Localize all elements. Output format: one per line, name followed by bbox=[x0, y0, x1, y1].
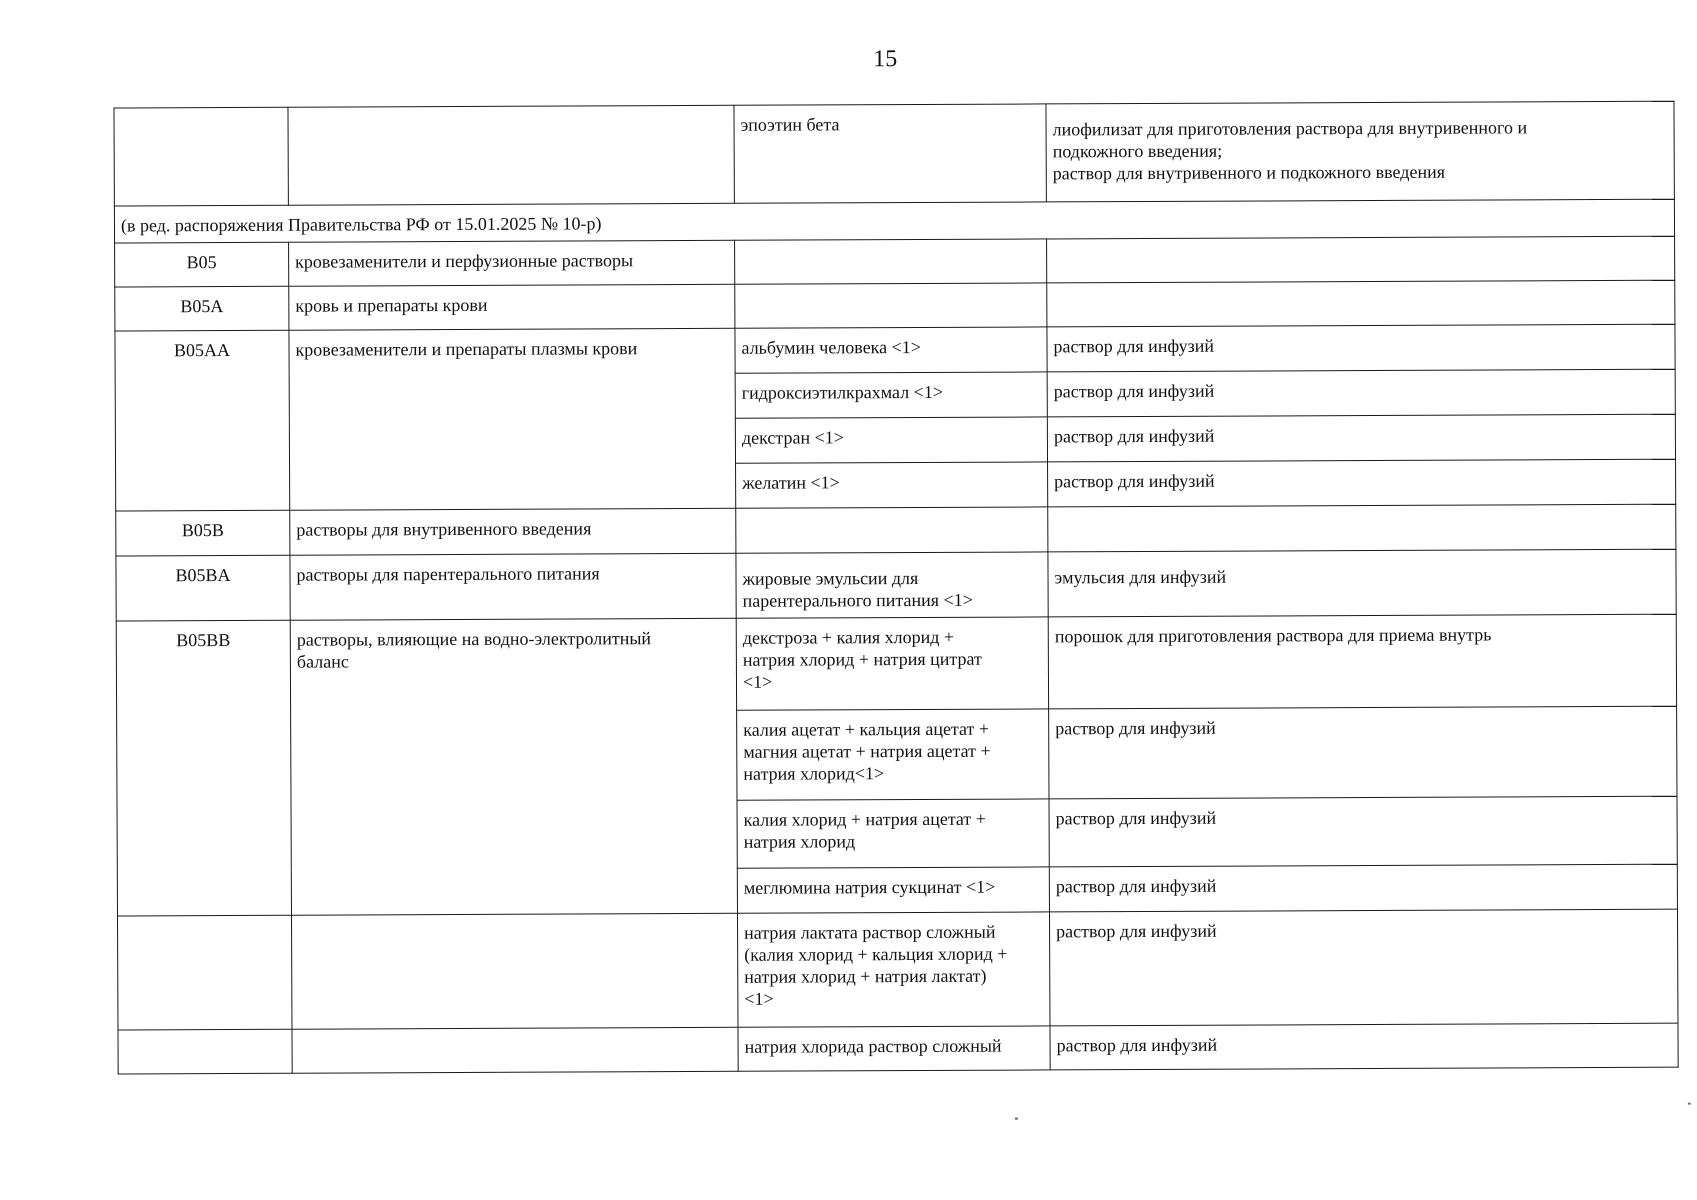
code-cell bbox=[117, 915, 291, 1030]
group-cell bbox=[288, 105, 734, 205]
page-number: 15 bbox=[873, 46, 898, 73]
amendment-note: (в ред. распоряжения Правительства РФ от 15.01.2025 № 10-р) bbox=[114, 199, 1674, 243]
form-cell bbox=[1048, 504, 1676, 552]
form-cell: раствор для инфузий bbox=[1049, 909, 1677, 1026]
form-cell: эмульсия для инфузий bbox=[1048, 549, 1676, 617]
table-row bbox=[117, 909, 1677, 1030]
drug-cell: жировые эмульсии для парентерального питания <1> bbox=[736, 552, 1048, 618]
table-row bbox=[116, 504, 1676, 556]
form-cell: раствор для инфузий bbox=[1049, 706, 1677, 799]
form-cell: раствор для инфузий bbox=[1050, 1023, 1678, 1070]
group-cell: растворы для внутривенного введения bbox=[290, 508, 736, 555]
form-cell: раствор для инфузий bbox=[1047, 369, 1675, 417]
group-cell bbox=[292, 1027, 738, 1073]
drug-cell: желатин <1> bbox=[736, 462, 1048, 508]
group-cell: растворы для парентерального питания bbox=[290, 553, 736, 620]
drug-cell: натрия хлорида раствор сложный bbox=[738, 1026, 1050, 1071]
group-cell bbox=[291, 913, 737, 1029]
drug-cell bbox=[735, 283, 1047, 328]
form-cell: порошок для приготовления раствора для приема внутрь bbox=[1048, 614, 1676, 709]
drug-cell: калия ацетат + кальция ацетат + магния ацетат + натрия ацетат + натрия хлорид<1> bbox=[737, 709, 1049, 800]
drug-cell bbox=[735, 239, 1047, 284]
drug-cell: альбумин человека <1> bbox=[735, 327, 1047, 373]
table-row bbox=[115, 280, 1675, 331]
code-cell: B05 bbox=[115, 242, 289, 287]
group-cell: кровь и препараты крови bbox=[289, 284, 735, 330]
form-cell: лиофилизат для приготовления раствора для внутривенного и подкожного введения; раствор для внутривенного и подкожного введения bbox=[1046, 101, 1674, 202]
table-row bbox=[116, 549, 1676, 621]
table-row bbox=[115, 236, 1675, 287]
code-cell: B05BB bbox=[116, 620, 291, 916]
drug-list-table bbox=[113, 101, 1678, 1075]
form-cell: раствор для инфузий bbox=[1048, 459, 1676, 507]
table-row bbox=[118, 1023, 1678, 1074]
form-cell: раствор для инфузий bbox=[1049, 864, 1677, 912]
table-row bbox=[116, 614, 1676, 713]
group-cell: кровезаменители и препараты плазмы крови bbox=[289, 328, 736, 510]
code-cell bbox=[114, 107, 288, 206]
drug-cell: гидроксиэтилкрахмал <1> bbox=[735, 372, 1047, 418]
drug-cell: декстроза + калия хлорид + натрия хлорид + натрия цитрат <1> bbox=[736, 617, 1048, 710]
group-cell: растворы, влияющие на водно-электролитный баланс bbox=[290, 618, 737, 915]
group-cell: кровезаменители и перфузионные растворы bbox=[289, 240, 735, 286]
code-cell: B05BA bbox=[116, 555, 290, 621]
code-cell: B05B bbox=[116, 510, 290, 556]
form-cell bbox=[1047, 280, 1675, 327]
form-cell: раствор для инфузий bbox=[1047, 324, 1675, 372]
scan-speck bbox=[1015, 1118, 1018, 1120]
form-cell bbox=[1047, 236, 1675, 283]
table-row bbox=[115, 324, 1675, 376]
drug-cell: натрия лактата раствор сложный (калия хлорид + кальция хлорид + натрия хлорид + натрия лактат) <1> bbox=[737, 912, 1049, 1027]
drug-cell: меглюмина натрия сукцинат <1> bbox=[737, 867, 1049, 913]
table-row bbox=[114, 101, 1674, 206]
scan-speck bbox=[1688, 1103, 1691, 1105]
drug-cell bbox=[736, 507, 1048, 553]
drug-cell: калия хлорид + натрия ацетат + натрия хлорид bbox=[737, 799, 1049, 868]
drug-cell: эпоэтин бета bbox=[734, 104, 1046, 203]
code-cell: B05AA bbox=[115, 330, 290, 511]
form-cell: раствор для инфузий bbox=[1049, 796, 1677, 867]
drug-cell: декстран <1> bbox=[735, 417, 1047, 463]
code-cell bbox=[118, 1029, 292, 1074]
code-cell: B05A bbox=[115, 286, 289, 331]
form-cell: раствор для инфузий bbox=[1047, 414, 1675, 462]
